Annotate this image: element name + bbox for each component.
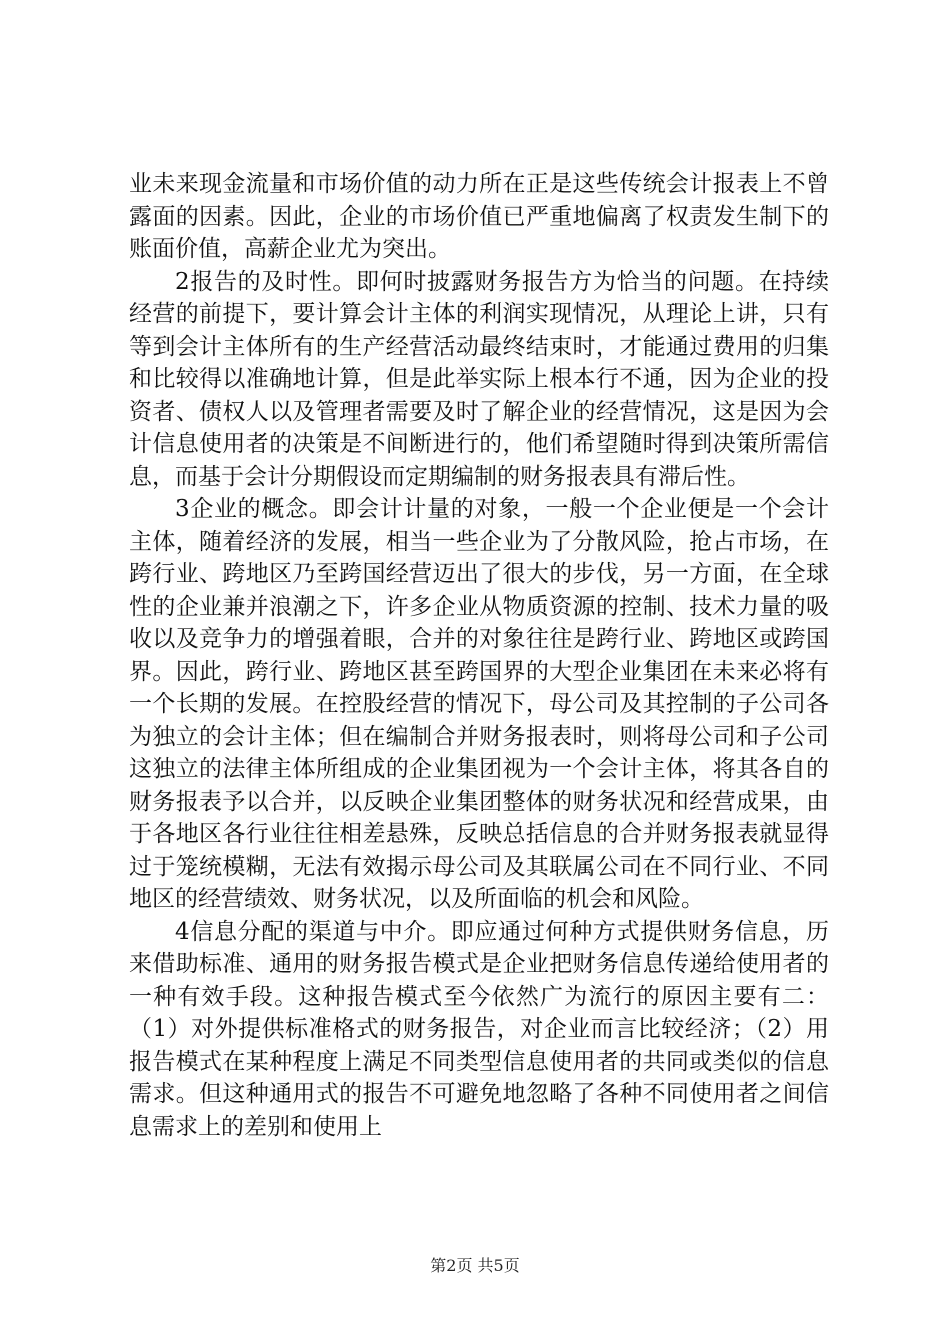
body-text <box>129 168 829 1143</box>
paragraph-information-channels: 4信息分配的渠道与中介。即应通过何种方式提供财务信息，历来借助标准、通用的财务报告模式是企业把财务信息传递给使用者的一种有效手段。这种报告模式至今依然广为流行的原因主要有二：（1）对外提供标准格式的财务报告，对企业而言比较经济；（2）用报告模式在某种程度上满足不同类型信息使用者的共同或类似的信息需求。但这种通用式的报告不可避免地忽略了各种不同使用者之间信息需求上的差别和使用上 <box>129 918 829 1140</box>
paragraph-continuation: 业未来现金流量和市场价值的动力所在正是这些传统会计报表上不曾露面的因素。因此，企业的市场价值已严重地偏离了权责发生制下的账面价值，高薪企业尤为突出。 <box>129 171 829 262</box>
paragraph-report-timeliness: 2报告的及时性。即何时披露财务报告方为恰当的问题。在持续经营的前提下，要计算会计主体的利润实现情况，从理论上讲，只有等到会计主体所有的生产经营活动最终结束时，才能通过费用的归集和比较得以准确地计算，但是此举实际上根本行不通，因为企业的投资者、债权人以及管理者需要及时了解企业的经营情况，这是因为会计信息使用者的决策是不间断进行的，他们希望随时得到决策所需信息，而基于会计分期假设而定期编制的财务报表具有滞后性。 <box>129 268 829 490</box>
paragraph-enterprise-concept: 3企业的概念。即会计计量的对象，一般一个企业便是一个会计主体，随着经济的发展，相当一些企业为了分散风险，抢占市场，在跨行业、跨地区乃至跨国经营迈出了很大的步伐，另一方面，在全球性的企业兼并浪潮之下，许多企业从物质资源的控制、技术力量的吸收以及竞争力的增强着眼，合并的对象往往是跨行业、跨地区或跨国界。因此，跨行业、跨地区甚至跨国界的大型企业集团在未来必将有一个长期的发展。在控股经营的情况下，母公司及其控制的子公司各为独立的会计主体；但在编制合并财务报表时，则将母公司和子公司这独立的法律主体所组成的企业集团视为一个会计主体，将其各自的财务报表予以合并，以反映企业集团整体的财务状况和经营成果，由于各地区各行业往往相差悬殊，反映总括信息的合并财务报表就显得过于笼统模糊，无法有效揭示母公司及其联属公司在不同行业、不同地区的经营绩效、财务状况，以及所面临的机会和风险。 <box>129 496 829 912</box>
page-number-footer: 第2页 共5页 <box>430 1256 520 1275</box>
